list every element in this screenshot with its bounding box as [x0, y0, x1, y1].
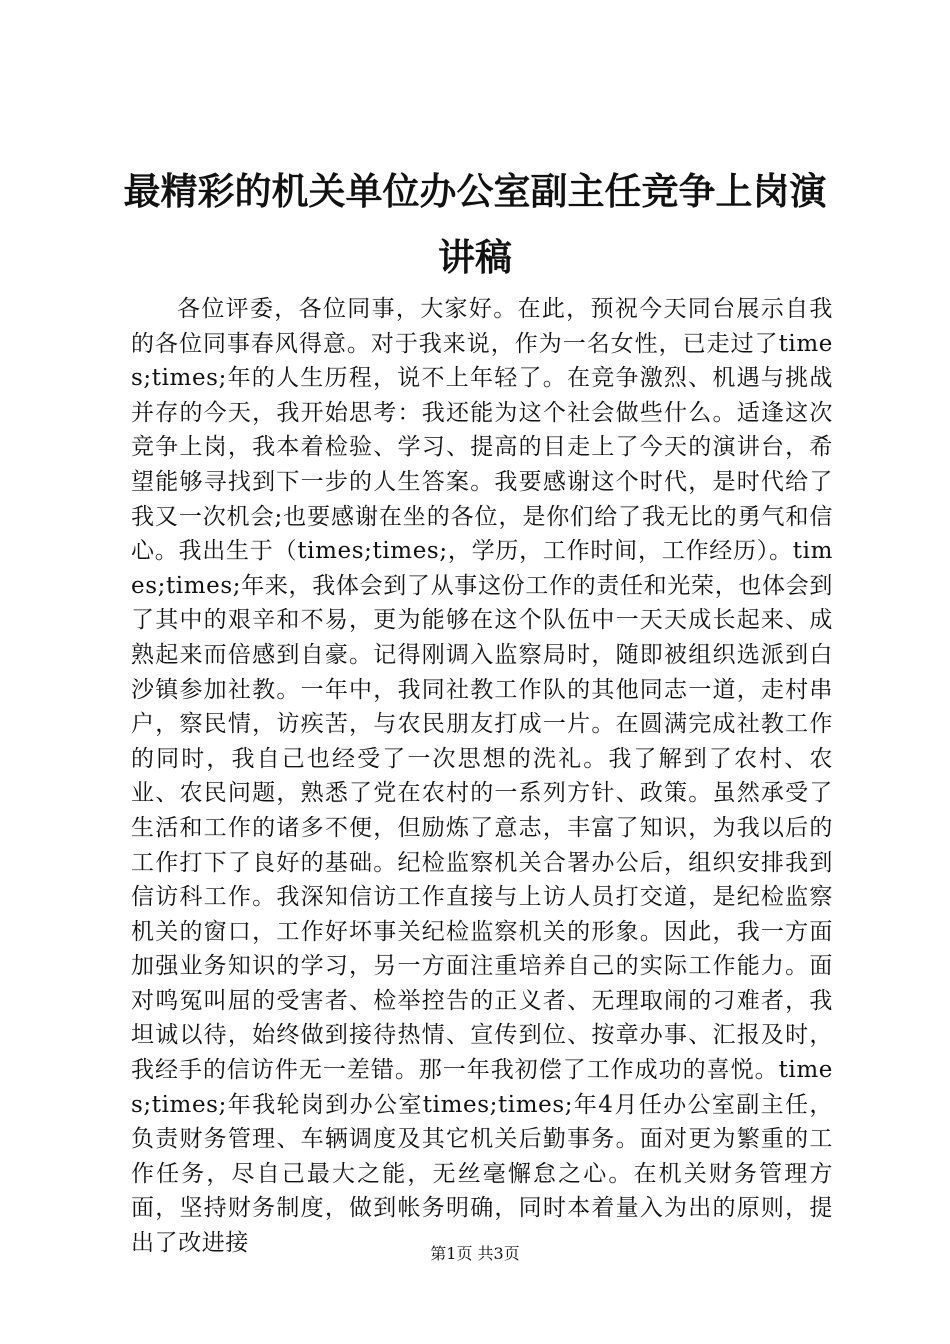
document-title: 最精彩的机关单位办公室副主任竞争上岗演讲稿 — [123, 169, 827, 279]
document-body-paragraph: 各位评委，各位同事，大家好。在此，预祝今天同台展示自我的各位同事春风得意。对于我来说，作为一名女性，已走过了times;times;年的人生历程，说不上年轻了。在竞争激烈、机遇与挑战并存的今天，我开始思考：我还能为这个社会做些什么。适逢这次竞争上岗，我本着检验、学习、提高的目走上了今天的演讲台，希望能够寻找到下一步的人生答案。我要感谢这个时代，是时代给了我又一次机会;也要感谢在坐的各位，是你们给了我无比的勇气和信心。我出生于（times;times;，学历，工作时间，工作经历）。times;times;年来，我体会到了从事这份工作的责任和光荣，也体会到了其中的艰辛和不易，更为能够在这个队伍中一天天成长起来、成熟起来而倍感到自豪。记得刚调入监察局时，随即被组织选派到白沙镇参加社教。一年中，我同社教工作队的其他同志一道，走村串户，察民情，访疾苦，与农民朋友打成一片。在圆满完成社教工作的同时，我自己也经受了一次思想的洗礼。我了解到了农村、农业、农民问题，熟悉了党在农村的一系列方针、政策。虽然承受了生活和工作的诸多不便，但励炼了意志，丰富了知识，为我以后的工作打下了良好的基础。纪检监察机关合署办公后，组织安排我到信访科工作。我深知信访工作直接与上访人员打交道，是纪检监察机关的窗口，工作好坏事关纪检监察机关的形象。因此，我一方面加强业务知识的学习，另一方面注重培养自己的实际工作能力。面对鸣冤叫屈的受害者、检举控告的正义者、无理取闹的刁难者，我坦诚以待，始终做到接待热情、宣传到位、按章办事、汇报及时，我经手的信访件无一差错。那一年我初偿了工作成功的喜悦。times;times;年我轮岗到办公室times;times;年4月任办公室副主任，负责财务管理、车辆调度及其它机关后勤事务。面对更为繁重的工作任务，尽自己最大之能，无丝毫懈怠之心。在机关财务管理方面，坚持财务制度，做到帐务明确，同时本着量入为出的原则，提出了改进接 — [131, 296, 833, 1257]
page-number-footer: 第1页 共3页 — [430, 1244, 520, 1263]
